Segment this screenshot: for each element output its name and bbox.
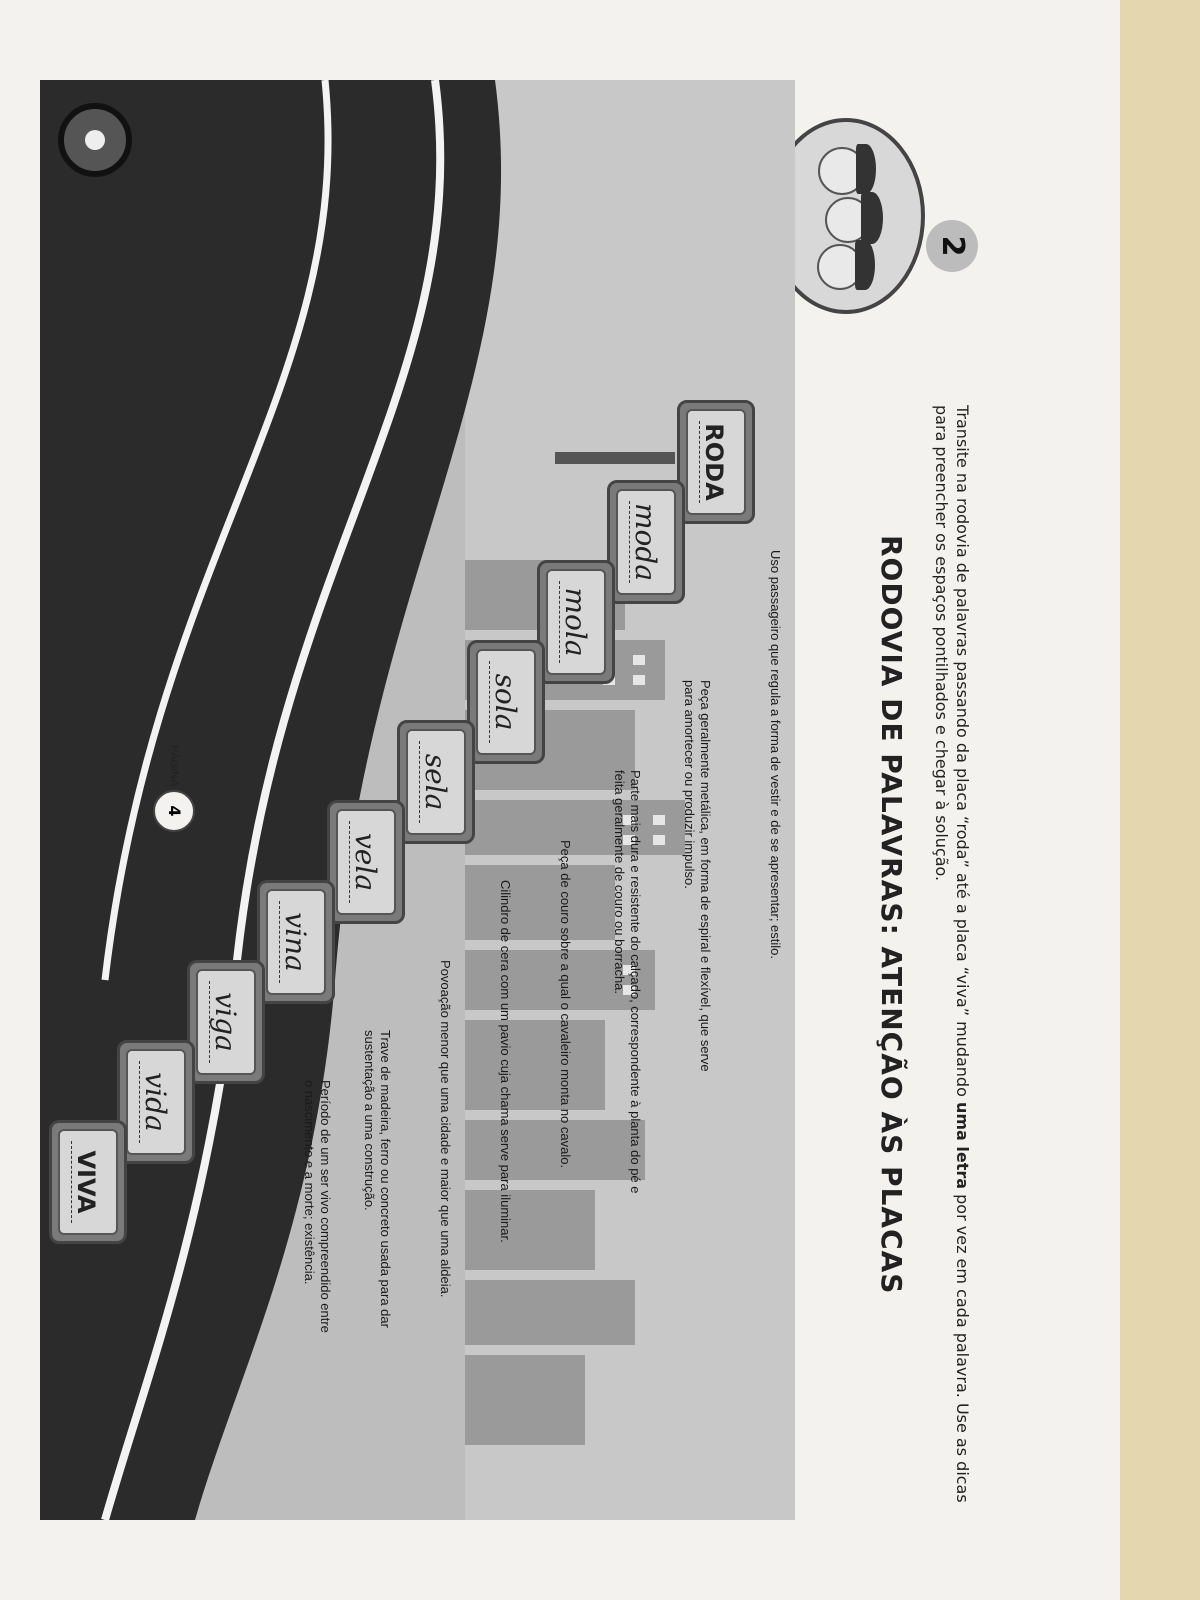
clue-7: Trave de madeira, ferro ou concreto usada para dar sustentação a uma construção. (361, 1030, 393, 1328)
sign-vida[interactable]: vida (117, 1040, 195, 1164)
child-hair (861, 192, 883, 244)
sign-sela[interactable]: sela (397, 720, 475, 844)
sign-viga[interactable]: viga (187, 960, 265, 1084)
sign-pole (555, 452, 675, 464)
clue-1: Uso passageiro que regula a forma de vestir e de se apresentar; estilo. (768, 550, 783, 960)
clue-2: Peça geralmente metálica, em forma de espiral e flexível, que serve para amortecer ou produzir impulso. (681, 680, 713, 1072)
sign-roda: RODA (677, 400, 755, 524)
page-number: 4 (153, 790, 195, 832)
sign-moda[interactable]: moda (607, 480, 685, 604)
child-hair (855, 240, 875, 290)
clue-8: Período de um ser vivo compreendido entre o nascimento e a morte; existência. (301, 1080, 333, 1333)
desk-background (1120, 0, 1200, 1600)
clue-6: Povoação menor que uma cidade e maior que uma aldeia. (438, 960, 453, 1298)
sign-vina[interactable]: vina (257, 880, 335, 1004)
road-scene (40, 80, 795, 1520)
sign-vela[interactable]: vela (327, 800, 405, 924)
sign-mola[interactable]: mola (537, 560, 615, 684)
page-label: PÁGINA (168, 745, 180, 787)
instruction-text: Transite na rodovia de palavras passando da placa “roda” até a placa “viva” mudando uma letra por vez em cada palavra. Use as dicas para preencher os espaços pontilhados e chegar à solução. (932, 405, 972, 1503)
clue-3: Parte mais dura e resistente do calçado, correspondente à planta do pé e feita geralmente de couro ou borracha. (611, 770, 643, 1194)
clue-5: Cilindro de cera com um pavio cuja chama serve para iluminar. (498, 880, 513, 1243)
child-hair (856, 144, 876, 194)
sign-sola[interactable]: sola (467, 640, 545, 764)
exercise-number-badge: 2 (926, 220, 978, 272)
exercise-title: RODOVIA DE PALAVRAS: ATENÇÃO ÀS PLACAS (875, 535, 908, 1295)
clue-4: Peça de couro sobre a qual o cavaleiro monta no cavalo. (558, 840, 573, 1169)
sign-viva: VIVA (49, 1120, 127, 1244)
